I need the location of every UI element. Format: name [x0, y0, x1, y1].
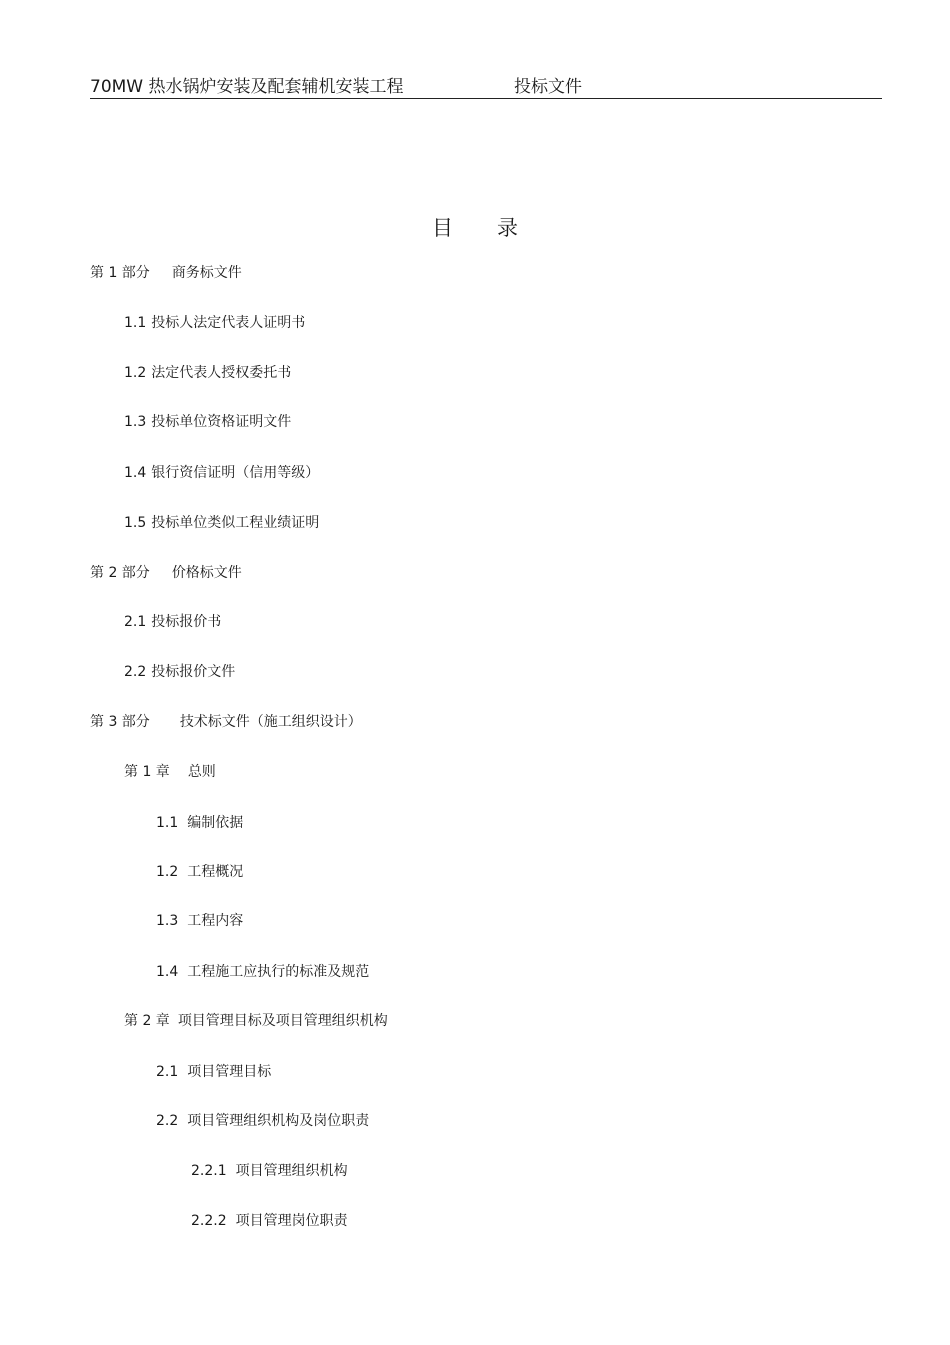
toc-entry-number: 2.2.2 [191, 1213, 227, 1229]
toc-entry-text: 技术标文件（施工组织设计） [179, 714, 362, 730]
toc-subsection-2-2-1[interactable] [191, 1162, 348, 1180]
toc-entry-number: 第 1 部分 [90, 265, 150, 281]
toc-section-2-1[interactable] [124, 613, 221, 631]
toc-entry-text: 工程施工应执行的标准及规范 [187, 964, 370, 980]
toc-entry-text: 投标报价书 [151, 614, 222, 630]
toc-entry-text: 项目管理组织机构 [235, 1163, 348, 1179]
toc-entry-number: 1.4 [124, 465, 147, 481]
toc-part-2[interactable] [90, 564, 242, 582]
toc-entry-text: 项目管理组织机构及岗位职责 [187, 1113, 370, 1129]
toc-entry-text: 投标报价文件 [151, 664, 236, 680]
toc-title-char-2: 录 [497, 216, 518, 240]
toc-title-char-1: 目 [432, 216, 453, 240]
toc-chapter-1-section-4[interactable] [156, 963, 369, 981]
toc-chapter-1-section-2[interactable] [156, 863, 243, 881]
toc-entry-number: 第 2 章 [124, 1013, 170, 1029]
toc-section-1-3[interactable] [124, 413, 291, 431]
toc-section-1-4[interactable] [124, 464, 319, 482]
toc-section-1-5[interactable] [124, 514, 319, 532]
toc-chapter-1-section-1[interactable] [156, 814, 243, 832]
toc-entry-number: 第 1 章 [124, 764, 170, 780]
toc-entry-number: 2.2 [124, 664, 147, 680]
toc-entry-text: 项目管理岗位职责 [235, 1213, 348, 1229]
toc-entry-number: 第 2 部分 [90, 565, 150, 581]
toc-section-2-2[interactable] [124, 663, 235, 681]
toc-chapter-1[interactable] [124, 763, 216, 781]
toc-entry-text: 银行资信证明（信用等级） [151, 465, 320, 481]
header-document-type: 投标文件 [514, 77, 582, 97]
toc-entry-text: 项目管理目标及项目管理组织机构 [177, 1013, 388, 1029]
toc-entry-number: 2.1 [124, 614, 147, 630]
toc-entry-text: 投标单位类似工程业绩证明 [151, 515, 320, 531]
toc-part-3[interactable] [90, 713, 362, 731]
toc-entry-number: 1.5 [124, 515, 147, 531]
toc-entry-text: 法定代表人授权委托书 [151, 365, 292, 381]
toc-entry-number: 2.2.1 [191, 1163, 227, 1179]
toc-entry-text: 总则 [187, 764, 216, 780]
toc-entry-text: 投标人法定代表人证明书 [151, 315, 306, 331]
toc-chapter-2-section-1[interactable] [156, 1063, 271, 1081]
toc-entry-text: 投标单位资格证明文件 [151, 414, 292, 430]
toc-entry-number: 2.1 [156, 1064, 179, 1080]
toc-entry-text: 价格标文件 [171, 565, 242, 581]
toc-entry-number: 1.3 [156, 913, 179, 929]
toc-entry-text: 工程内容 [187, 913, 244, 929]
header-project-title: 70MW 热水锅炉安装及配套辅机安装工程 [90, 77, 404, 97]
toc-entry-text: 编制依据 [187, 815, 244, 831]
toc-entry-number: 1.2 [124, 365, 147, 381]
toc-entry-number: 第 3 部分 [90, 714, 150, 730]
toc-entry-number: 1.2 [156, 864, 179, 880]
toc-chapter-2-section-2[interactable] [156, 1112, 369, 1130]
toc-entry-number: 1.3 [124, 414, 147, 430]
toc-entry-text: 项目管理目标 [187, 1064, 272, 1080]
toc-entry-number: 1.4 [156, 964, 179, 980]
toc-part-1[interactable] [90, 264, 242, 282]
toc-section-1-2[interactable] [124, 364, 291, 382]
toc-chapter-1-section-3[interactable] [156, 912, 243, 930]
toc-entry-text: 工程概况 [187, 864, 244, 880]
toc-entry-number: 1.1 [156, 815, 179, 831]
toc-section-1-1[interactable] [124, 314, 305, 332]
toc-entry-text: 商务标文件 [171, 265, 242, 281]
toc-chapter-2[interactable] [124, 1012, 388, 1030]
toc-entry-number: 2.2 [156, 1113, 179, 1129]
toc-entry-number: 1.1 [124, 315, 147, 331]
toc-subsection-2-2-2[interactable] [191, 1212, 348, 1230]
